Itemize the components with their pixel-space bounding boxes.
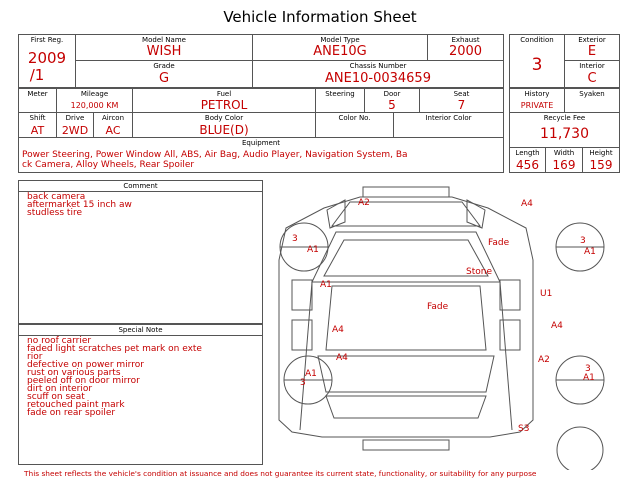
color-no-label: Color No. xyxy=(338,114,371,122)
mark-wheel-rl-bottom: 3 xyxy=(300,378,306,388)
equipment-line-1: Power Steering, Power Window All, ABS, Air Bag, Audio Player, Navigation System, Ba xyxy=(22,150,408,160)
front-bumper-outline xyxy=(363,187,449,197)
interior-cell xyxy=(564,60,620,88)
model-type-label: Model Type xyxy=(320,36,360,44)
comment-line: back camera xyxy=(27,192,86,202)
recycle-fee-label: Recycle Fee xyxy=(543,114,586,122)
meter-cell xyxy=(18,88,57,113)
comment-line: aftermarket 15 inch aw xyxy=(27,200,132,210)
shift-label: Shift xyxy=(29,114,46,122)
exhaust-cell xyxy=(427,34,504,61)
aircon-value: AC xyxy=(105,124,121,137)
seat-cell xyxy=(419,88,504,113)
door-value: 5 xyxy=(388,98,396,112)
special-note-line: defective on power mirror xyxy=(27,360,144,370)
width-value: 169 xyxy=(552,158,576,172)
mark-quarter-left: A4 xyxy=(336,353,348,363)
exterior-cell xyxy=(564,34,620,61)
chassis-number-label: Chassis Number xyxy=(349,62,407,70)
history-cell xyxy=(509,88,565,113)
model-type-value: ANE10G xyxy=(313,44,367,59)
exterior-value: E xyxy=(587,44,597,59)
shift-cell xyxy=(18,112,57,138)
exterior-label: Exterior xyxy=(578,36,606,44)
width-label: Width xyxy=(553,149,575,157)
mark-wheel-rr-top: 3 xyxy=(585,364,591,374)
mark-front-left: A2 xyxy=(358,198,370,208)
chassis-number-value: ANE10-0034659 xyxy=(325,71,431,86)
mileage-cell xyxy=(56,88,133,113)
recycle-fee-value: 11,730 xyxy=(540,126,589,142)
model-type-cell xyxy=(252,34,428,61)
first-reg-label: First Reg. xyxy=(30,36,64,44)
left-front-door-outline xyxy=(292,280,312,310)
comment-header: Comment xyxy=(19,181,262,192)
interior-value: C xyxy=(587,71,597,86)
first-reg-month: /1 xyxy=(29,66,45,84)
special-note-line: dirt on interior xyxy=(27,384,93,394)
grade-label: Grade xyxy=(153,62,175,70)
seat-value: 7 xyxy=(457,98,466,112)
width-cell xyxy=(545,147,583,173)
roof-outline xyxy=(326,286,486,350)
drive-label: Drive xyxy=(65,114,85,122)
condition-label: Condition xyxy=(520,36,554,44)
interior-label: Interior xyxy=(579,62,605,70)
model-name-value: WISH xyxy=(146,44,182,59)
mark-front-right: A4 xyxy=(521,199,533,209)
interior-color-label: Interior Color xyxy=(425,114,472,122)
history-value: PRIVATE xyxy=(520,101,554,110)
syaken-label: Syaken xyxy=(579,90,605,98)
car-diagram xyxy=(260,180,630,470)
syaken-cell xyxy=(564,88,620,113)
equipment-cell xyxy=(18,137,504,173)
special-note-line: faded light scratches pet mark on exte xyxy=(27,344,202,354)
height-label: Height xyxy=(589,149,613,157)
shift-value: AT xyxy=(30,124,45,137)
door-cell xyxy=(364,88,420,113)
equipment-line-2: ck Camera, Alloy Wheels, Rear Spoiler xyxy=(22,160,195,170)
mileage-label: Mileage xyxy=(80,90,109,98)
mileage-value: 120,000 KM xyxy=(70,101,119,110)
special-note-line: peeled off on door mirror xyxy=(27,376,140,386)
right-front-door-outline xyxy=(500,280,520,310)
length-value: 456 xyxy=(516,158,539,172)
special-note-line: retouched paint mark xyxy=(27,400,125,410)
rear-hatch-outline xyxy=(326,396,486,418)
mark-fender-right: U1 xyxy=(540,289,553,299)
body-outline xyxy=(279,197,533,437)
color-no-cell xyxy=(315,112,394,138)
length-cell xyxy=(509,147,546,173)
model-name-label: Model Name xyxy=(142,36,186,44)
aircon-label: Aircon xyxy=(101,114,125,122)
special-note-line: rior xyxy=(27,352,43,362)
mark-wheel-rr-bottom: A1 xyxy=(583,373,595,383)
special-note-header: Special Note xyxy=(19,325,262,336)
first-reg-year: 2009 xyxy=(27,49,67,67)
body-color-cell xyxy=(132,112,316,138)
seat-label: Seat xyxy=(453,90,470,98)
spare-wheel-outline xyxy=(557,427,603,470)
recycle-fee-cell xyxy=(509,112,620,148)
meter-label: Meter xyxy=(27,90,48,98)
fuel-value: PETROL xyxy=(200,98,248,112)
mark-door-left: A4 xyxy=(332,325,344,335)
body-color-label: Body Color xyxy=(204,114,244,122)
comment-line: studless tire xyxy=(27,208,82,218)
steering-cell xyxy=(315,88,365,113)
mark-hood: Fade xyxy=(488,238,510,248)
rear-bumper-outline xyxy=(363,440,449,450)
mark-wheel-fl-bottom: A1 xyxy=(307,245,319,255)
drive-cell xyxy=(56,112,94,138)
condition-cell xyxy=(509,34,565,88)
comment-box xyxy=(18,180,263,324)
mark-windshield: Stone xyxy=(466,267,492,277)
steering-label: Steering xyxy=(325,90,355,98)
special-note-line: no roof carrier xyxy=(27,336,92,346)
mark-roof: Fade xyxy=(427,302,449,312)
hood-outline xyxy=(332,202,480,226)
mark-rear: S3 xyxy=(518,424,530,434)
condition-value: 3 xyxy=(531,55,543,75)
page-title: Vehicle Information Sheet xyxy=(223,8,417,26)
exhaust-value: 2000 xyxy=(448,44,483,59)
height-value: 159 xyxy=(589,158,613,172)
grade-value: G xyxy=(158,71,170,86)
chassis-number-cell xyxy=(252,60,504,88)
mark-door-right: A4 xyxy=(551,321,563,331)
mark-wheel-fr-bottom: A1 xyxy=(584,247,596,257)
length-label: Length xyxy=(515,149,540,157)
drive-value: 2WD xyxy=(61,124,89,137)
special-note-line: rust on various parts xyxy=(27,368,121,378)
grade-cell xyxy=(75,60,253,88)
special-note-line: scuff on seat xyxy=(27,392,85,402)
mark-wheel-rl-top: A1 xyxy=(305,369,317,379)
body-color-value: BLUE(D) xyxy=(199,123,249,137)
height-cell xyxy=(582,147,620,173)
aircon-cell xyxy=(93,112,133,138)
mark-quarter-right: A2 xyxy=(538,355,550,365)
mark-wheel-fl-top: 3 xyxy=(292,234,298,244)
first-reg-cell xyxy=(18,34,76,88)
equipment-label: Equipment xyxy=(242,139,280,147)
mark-fender-left: A1 xyxy=(320,280,332,290)
fuel-cell xyxy=(132,88,316,113)
fuel-label: Fuel xyxy=(216,90,232,98)
footer-disclaimer: This sheet reflects the vehicle's condition at issuance and does not guarantee its current state, functionality, or suitability for any purpose xyxy=(24,469,537,478)
special-note-box xyxy=(18,324,263,465)
model-name-cell xyxy=(75,34,253,61)
exhaust-label: Exhaust xyxy=(451,36,480,44)
interior-color-cell xyxy=(393,112,504,138)
special-note-line: fade on rear spoiler xyxy=(27,408,116,418)
history-label: History xyxy=(524,90,550,98)
door-label: Door xyxy=(383,90,401,98)
mark-wheel-fr-top: 3 xyxy=(580,236,586,246)
